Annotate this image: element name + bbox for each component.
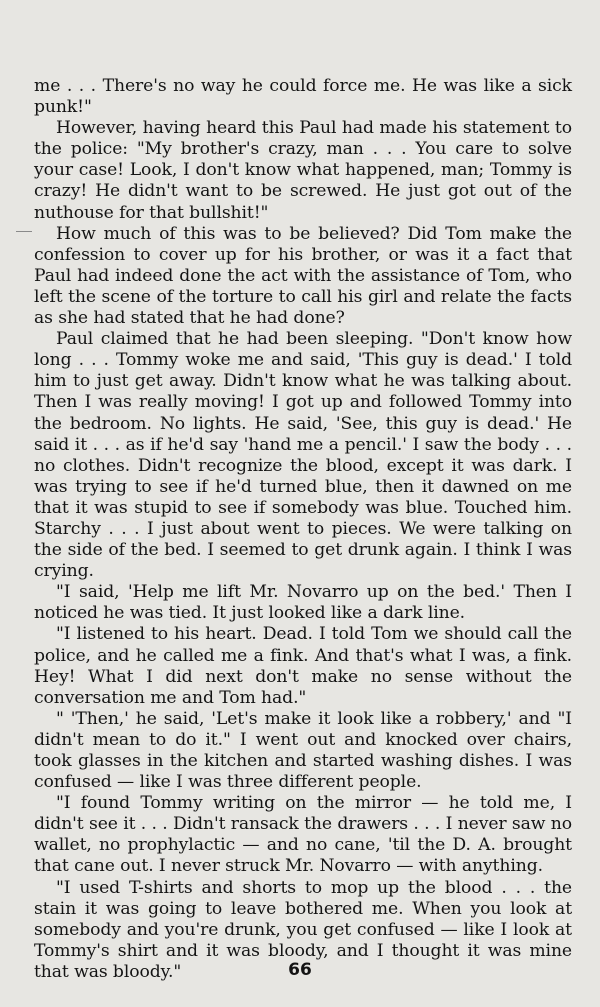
paragraph: How much of this was to be believed? Did Tom make the confession to cover up for his brother, or was it a fact that Paul had indeed done the act with the assistance of Tom, who left the scene of the torture to call his girl and relate the facts as she had stated that he had done? xyxy=(34,223,572,329)
page-number: 66 xyxy=(288,960,312,980)
margin-mark xyxy=(16,231,32,232)
paragraph: Paul claimed that he had been sleeping. "Don't know how long . . . Tommy woke me and said, 'This guy is dead.' I told him to just get away. Didn't know what he was talking about. Then I was really moving! I got up and followed Tommy into the bedroom. No lights. He said, 'See, this guy is dead.' He said it . . . as if he'd say 'hand me a pencil.' I saw the body . . . no clothes. Didn't recognize the blood, except it was dark. I was trying to see if he'd turned blue, then it dawned on me that it was stupid to see if somebody was blue. Touched him. Starchy . . . I just about went to pieces. We were talking on the side of the bed. I seemed to get drunk again. I think I was crying. xyxy=(34,329,572,582)
body-text xyxy=(34,76,572,983)
paragraph: "I found Tommy writing on the mirror — he told me, I didn't see it . . . Didn't ransack the drawers . . . I never saw no wallet, no prophylactic — and no cane, 'til the D. A. brought that cane out. I never struck Mr. Novarro — with anything. xyxy=(34,793,572,877)
paragraph: "I used T-shirts and shorts to mop up the blood . . . the stain it was going to leave bothered me. When you look at somebody and you're drunk, you get confused — like I look at Tommy's shirt and it was bloody, and I thought it was mine that was bloody." xyxy=(34,877,572,982)
paragraph: " 'Then,' he said, 'Let's make it look like a robbery,' and "I didn't mean to do it." I went out and knocked over chairs, took glasses in the kitchen and started washing dishes. I was confused — like I was three different people. xyxy=(34,708,572,793)
paragraph: me . . . There's no way he could force me. He was like a sick punk!" xyxy=(34,76,572,118)
paragraph: "I said, 'Help me lift Mr. Novarro up on the bed.' Then I noticed he was tied. It just looked like a dark line. xyxy=(34,582,572,624)
paragraph: However, having heard this Paul had made his statement to the police: "My brother's crazy, man . . . You care to solve your case! Look, I don't know what happened, man; Tommy is crazy! He didn't want to be screwed. He just got out of the nuthouse for that bullshit!" xyxy=(34,118,572,223)
paragraph: "I listened to his heart. Dead. I told Tom we should call the police, and he called me a fink. And that's what I was, a fink. Hey! What I did next don't make no sense without the conversation me and Tom had." xyxy=(34,624,572,708)
